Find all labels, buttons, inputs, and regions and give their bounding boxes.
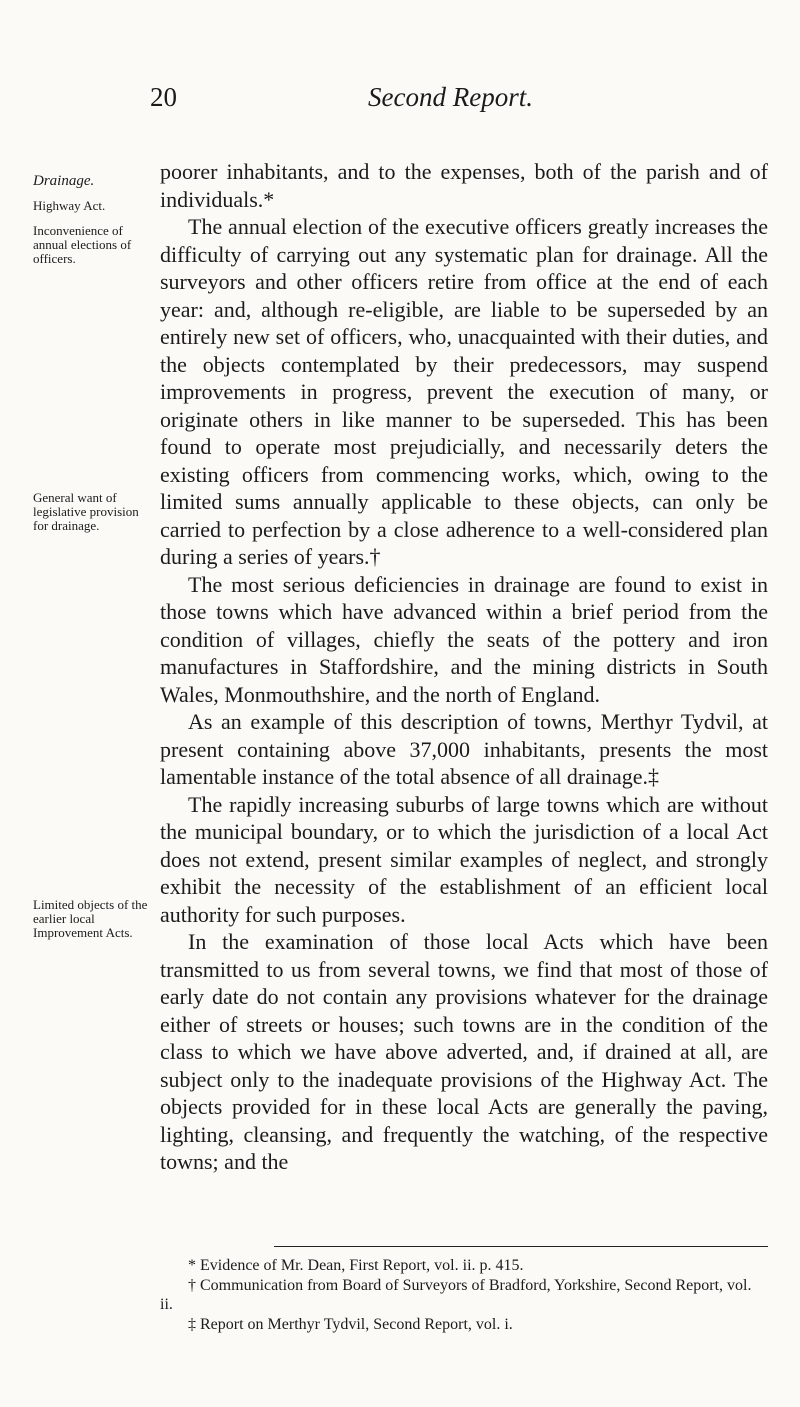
footnote: ‡ Report on Merthyr Tydvil, Second Report, vol. i. bbox=[188, 1315, 513, 1333]
footnote: † Communication from Board of Surveyors of Bradford, Yorkshire, Second Report, vol. ii. bbox=[160, 1276, 752, 1313]
margin-note-highway-act: Highway Act. bbox=[33, 198, 106, 213]
margin-note-limited-objects: Limited objects of the earlier local Improvement Acts. bbox=[33, 897, 148, 940]
body-text bbox=[160, 158, 768, 1176]
running-title: Second Report. bbox=[368, 82, 533, 112]
paragraph: poorer inhabitants, and to the expenses, both of the parish and of individuals.* bbox=[160, 159, 768, 212]
footnotes bbox=[160, 1256, 768, 1334]
footnote-divider bbox=[274, 1246, 768, 1247]
paragraph: The most serious deficiencies in drainage are found to exist in those towns which have advanced within a brief period from the condition of villages, chiefly the seats of the pottery and iron manufactures in Staffordshire, and the mining districts in South Wales, Monmouthshire, and the north of England. bbox=[160, 571, 768, 707]
page-number: 20 bbox=[150, 82, 177, 112]
footnote: * Evidence of Mr. Dean, First Report, vol. ii. p. 415. bbox=[188, 1257, 524, 1274]
paragraph: As an example of this description of towns, Merthyr Tydvil, at present containing above 37,000 inhabitants, presents the most lamentable instance of the total absence of all drainage.‡ bbox=[160, 709, 768, 789]
paragraph: The rapidly increasing suburbs of large towns which are without the municipal boundary, or to which the jurisdiction of a local Act does not extend, present similar examples of neglect, and strongly exhibit the necessity of the establishment of an efficient local authority for such purposes. bbox=[160, 791, 768, 927]
margin-note-annual-elections: Inconvenience of annual elections of officers. bbox=[33, 223, 132, 266]
paragraph: The annual election of the executive officers greatly increases the difficulty of carrying out any systematic plan for drainage. All the surveyors and other officers retire from office at the end of each year: and, although re-eligible, are liable to be superseded by an entirely new set of officers, who, unacquainted with their duties, and the objects contemplated by their predecessors, may suspend improvements in progress, prevent the execution of many, or originate others in like manner to be superseded. This has been found to operate most prejudicially, and necessarily deters the existing officers from commencing works, which, owing to the limited sums annually applicable to these objects, can only be carried to perfection by a close adherence to a well-considered plan during a series of years.† bbox=[160, 214, 768, 569]
paragraph: In the examination of those local Acts which have been transmitted to us from several towns, we find that most of those of early date do not contain any provisions whatever for the drainage either of streets or houses; such towns are in the condition of the class to which we have above adverted, and, if drained at all, are subject only to the inadequate provisions of the Highway Act. The objects provided for in these local Acts are generally the paving, lighting, cleansing, and frequently the watching, of the respective towns; and the bbox=[160, 929, 768, 1174]
margin-note-general-want: General want of legislative provision for drainage. bbox=[33, 490, 139, 533]
section-label: Drainage. bbox=[33, 173, 95, 189]
